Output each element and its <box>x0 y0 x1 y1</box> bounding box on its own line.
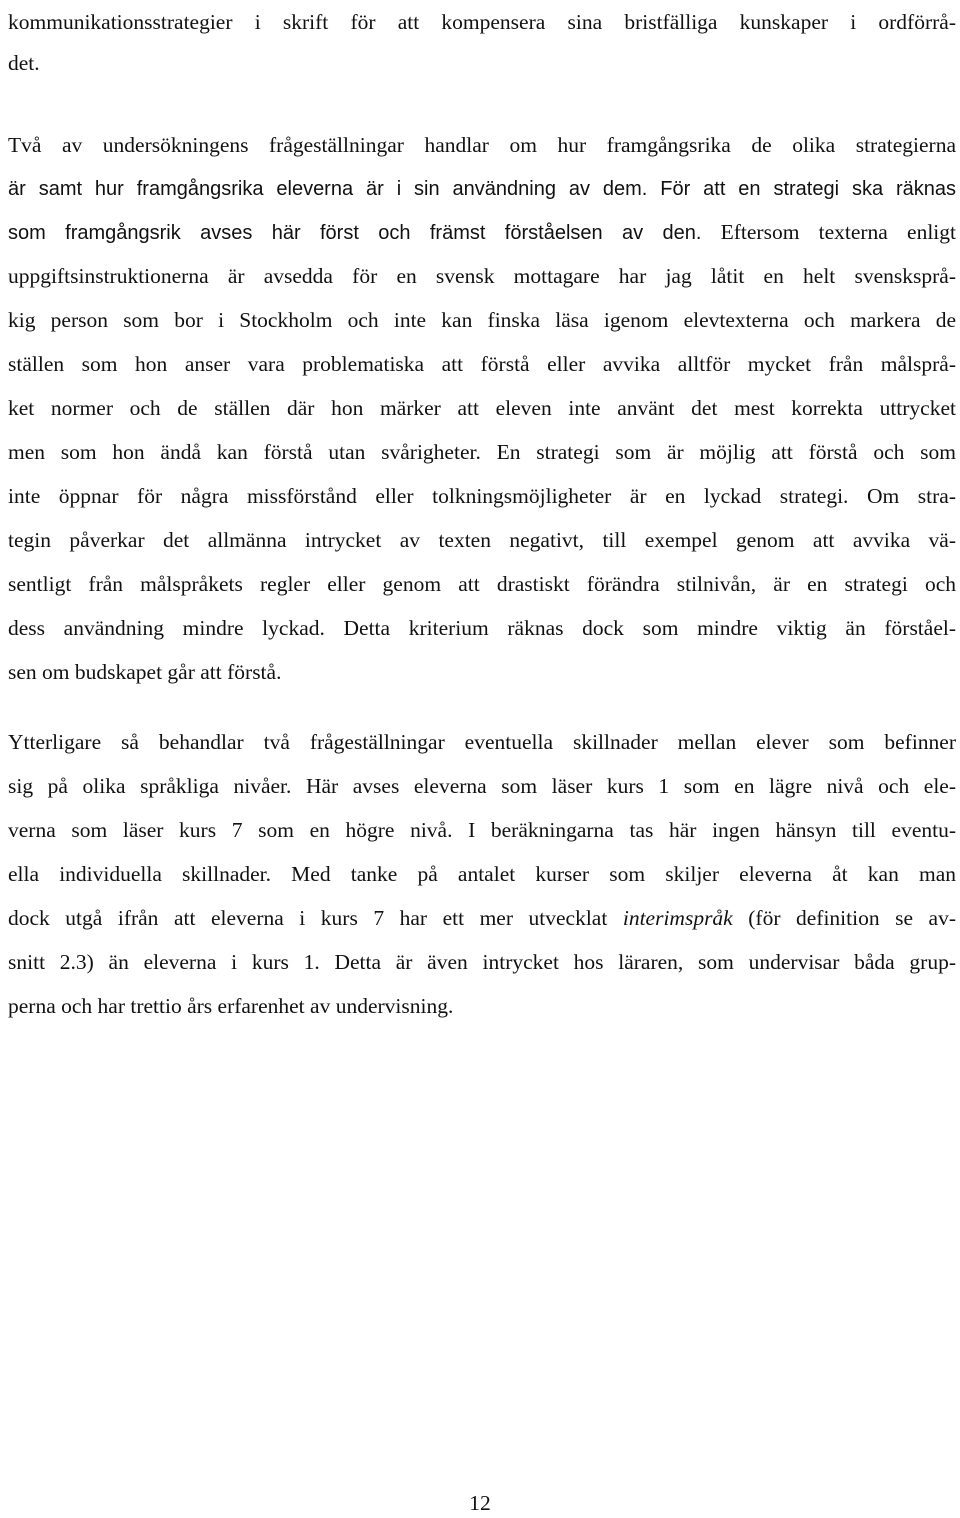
body-text-line: ket normer och de ställen där hon märker att eleven inte använt det mest korrekta uttrycket <box>8 396 956 420</box>
body-text-segment: är samt hur framgångsrika eleverna är i sin användning av dem. <box>8 178 648 200</box>
body-text-line: Två av undersökningens frågeställningar handlar om hur framgångsrika de olika strategierna <box>8 133 956 157</box>
body-text-line: ställen som hon anser vara problematiska att förstå eller avvika alltför mycket från målsprå- <box>8 352 956 376</box>
body-text-line: men som hon ändå kan förstå utan svårigheter. En strategi som är möjlig att förstå och som <box>8 440 956 464</box>
body-text-segment: För att en strategi ska räknas <box>647 178 957 200</box>
page-number: 12 <box>469 1491 491 1515</box>
italic-term: interimspråk <box>622 906 733 930</box>
body-text-line: uppgiftsinstruktionerna är avsedda för en svensk mottagare har jag låtit en helt svensksprå- <box>8 264 956 288</box>
body-text-line: verna som läser kurs 7 som en högre nivå. I beräkningarna tas här ingen hänsyn till eventu- <box>8 818 956 842</box>
body-text-line: perna och har trettio års erfarenhet av undervisning. <box>8 994 454 1018</box>
body-text-line: sen om budskapet går att förstå. <box>8 660 282 684</box>
body-text-segment: som framgångsrik avses här först och främst förståelsen av den. <box>8 222 702 244</box>
body-text-line: tegin påverkar det allmänna intrycket av texten negativt, till exempel genom att avvika vä- <box>8 528 956 552</box>
body-text-line: dess användning mindre lyckad. Detta kriterium räknas dock som mindre viktig än förståel- <box>8 616 956 640</box>
body-text-line: snitt 2.3) än eleverna i kurs 1. Detta är även intrycket hos läraren, som undervisar båda grup- <box>8 950 956 974</box>
body-text-line: kommunikationsstrategier i skrift för att kompensera sina bristfälliga kunskaper i ordförrå- <box>8 10 956 34</box>
body-text-segment: (för definition se av- <box>732 906 956 930</box>
body-text-line <box>8 173 956 204</box>
body-text-line: sentligt från målspråkets regler eller genom att drastiskt förändra stilnivån, är en strategi och <box>8 572 956 596</box>
body-text-segment: dock utgå ifrån att eleverna i kurs 7 har ett mer utvecklat <box>8 906 623 930</box>
body-text-line: kig person som bor i Stockholm och inte kan finska läsa igenom elevtexterna och markera de <box>8 308 956 332</box>
body-text-line: ella individuella skillnader. Med tanke på antalet kurser som skiljer eleverna åt kan man <box>8 862 956 886</box>
body-text-line: det. <box>8 51 40 75</box>
body-text-line: inte öppnar för några missförstånd eller tolkningsmöjligheter är en lyckad strategi. Om stra- <box>8 484 956 508</box>
body-text-line <box>8 217 956 248</box>
body-text-line: sig på olika språkliga nivåer. Här avses eleverna som läser kurs 1 som en lägre nivå och ele- <box>8 774 956 798</box>
body-text-line: Ytterligare så behandlar två frågeställningar eventuella skillnader mellan elever som befinner <box>8 730 956 754</box>
body-text-line <box>8 903 956 933</box>
body-text-segment: Eftersom texterna enligt <box>701 220 956 244</box>
